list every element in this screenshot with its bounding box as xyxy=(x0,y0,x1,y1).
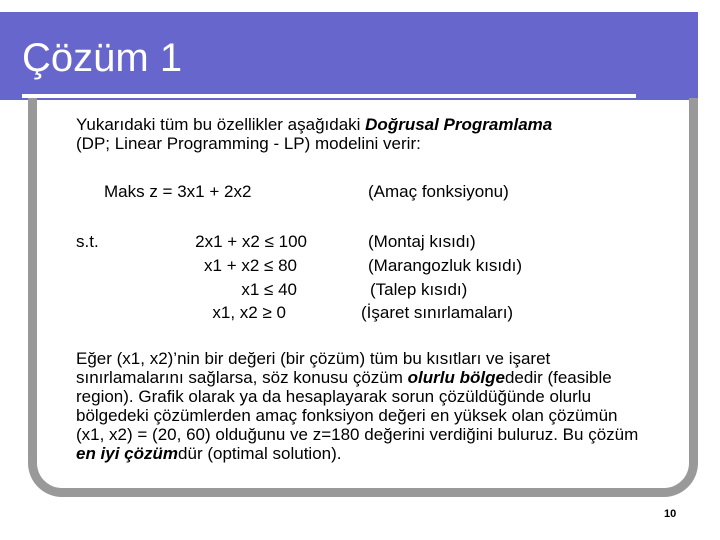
constraint-expr: x1 ≤ 40 xyxy=(241,280,297,299)
intro-line-2: (DP; Linear Programming - LP) modelini verir: xyxy=(76,134,421,153)
intro-line-1 xyxy=(76,115,552,134)
subject-to-label: s.t. xyxy=(76,232,99,251)
conclusion-text-1: Eğer (x1, x2)’nin bir değeri (bir çözüm) tüm bu kısıtları ve işaret sınırlamalarını sağlarsa, söz konusu çözüm xyxy=(76,349,551,387)
constraint-expr: 2x1 + x2 ≤ 100 xyxy=(195,232,307,251)
conclusion-text-3: dür (optimal solution). xyxy=(178,444,342,463)
page-number: 10 xyxy=(664,508,677,520)
objective-function: Maks z = 3x1 + 2x2 xyxy=(104,182,252,201)
constraint-label: (Marangozluk kısıdı) xyxy=(368,256,522,275)
feasible-region-term: olurlu bölge xyxy=(407,368,505,387)
constraint-label: (Montaj kısıdı) xyxy=(368,232,476,251)
constraint-label: (İşaret sınırlamaları) xyxy=(361,303,514,322)
intro-text: Yukarıdaki tüm bu özellikler aşağıdaki xyxy=(76,115,366,134)
conclusion-text-2: dedir (feasible region). Grafik olarak ya da hesaplayarak sorun çözüldüğünde olurlu bölgedeki çözümlerden amaç fonksiyon değeri en yüksek olan çözümün (x1, x2) = (20, 60) olduğunu ve z=180 değerini verdiğini buluruz. Bu çözüm xyxy=(76,368,639,444)
slide-title: Çözüm 1 xyxy=(22,36,183,80)
title-bar xyxy=(0,12,698,100)
constraint-label: (Talep kısıdı) xyxy=(370,280,468,299)
constraint-expr: x1, x2 ≥ 0 xyxy=(212,303,286,322)
constraint-expr: x1 + x2 ≤ 80 xyxy=(204,256,297,275)
optimal-solution-term: en iyi çözüm xyxy=(76,444,179,463)
conclusion-paragraph xyxy=(76,349,646,463)
objective-label: (Amaç fonksiyonu) xyxy=(368,182,509,201)
intro-emphasis: Doğrusal Programlama xyxy=(365,115,553,134)
